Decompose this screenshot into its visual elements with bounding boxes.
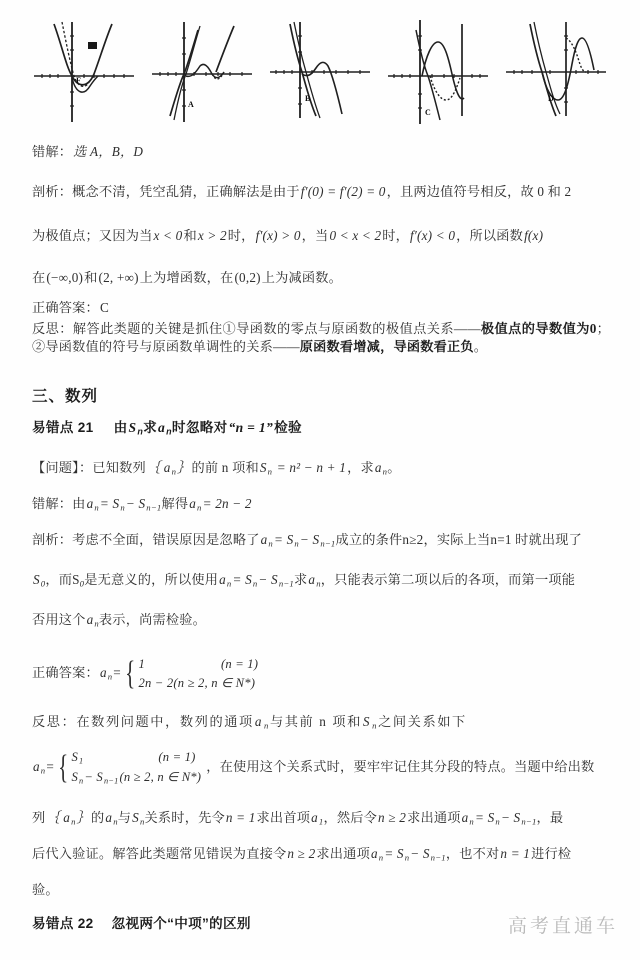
rf-l3-braced-end: ｝ xyxy=(76,810,91,825)
problem-math-2-sub: n xyxy=(382,466,388,477)
derivative-analysis-line-2 xyxy=(32,226,610,246)
rf-formula-lhs-sub: n xyxy=(40,765,46,776)
gcase-1-sub: 1 xyxy=(79,756,84,766)
point-21-b: 求 xyxy=(143,420,158,435)
analysis3-m2: (2, +∞) xyxy=(98,270,139,285)
seq-an-l2-m-sub: 0 xyxy=(40,578,46,589)
gcase-2-sub: n xyxy=(79,776,84,786)
wrong-answer-value: 选 A，B，D xyxy=(73,144,144,159)
point-21-tag: 易错点 21 xyxy=(32,420,94,435)
analysis2-e: 时， xyxy=(382,228,410,243)
seq-wrong-m5: = 2n − 2 xyxy=(202,496,252,511)
problem-braced-sub: n xyxy=(171,466,177,477)
seq-an-l2-c: 求 xyxy=(294,572,308,587)
graph-4-label: C xyxy=(425,108,431,117)
seq-wrong-m2-sub: n xyxy=(120,502,125,513)
seq-an-l1-b: 成立的条件n≥2，实际上当n=1 时就出现了 xyxy=(335,532,583,547)
rf-l3-m4-sub: 1 xyxy=(318,816,324,827)
graph-5-svg xyxy=(504,16,608,126)
rf-l3-m6: a xyxy=(461,810,469,825)
graph-1-mark: F xyxy=(76,76,81,85)
seq-wrong-m4: a xyxy=(189,496,197,511)
seq-an-l1-m-sub: n xyxy=(268,538,273,549)
seq-wrong-m3: − S xyxy=(125,496,146,511)
analysis3-a: 在 xyxy=(32,270,46,285)
rf-l4-m3-sub: n xyxy=(404,852,410,863)
analysis-text-a: 概念不清，凭空乱猜，正确解法是由于 xyxy=(72,184,300,199)
seq-an-l1-m2: = S xyxy=(273,532,294,547)
problem-braced: ｛ a xyxy=(146,460,171,475)
rf-after-formula: ，在使用这个关系式时，要牢牢记住其分段的特点。当题中给出数 xyxy=(206,758,595,774)
seq-analysis-label: 剖析： xyxy=(32,532,73,547)
watermark: 高考直通车 xyxy=(507,916,618,937)
seq-an-l2-m4-sub: n−1 xyxy=(278,578,294,589)
seq-reflection-label: 反思： xyxy=(32,714,77,729)
sequence-analysis-line-1 xyxy=(32,530,610,551)
analysis2-a: 为极值点；又因为当 xyxy=(32,228,153,243)
seq-an-l1-m3: − S xyxy=(299,532,320,547)
reflection-part-2: ；②导函数值的符号与原函数单调性的关系—— xyxy=(32,321,610,354)
seq-rf-l1-m2-sub: n xyxy=(372,720,379,731)
point-21-quote: “n = 1” xyxy=(228,420,274,435)
problem-statement xyxy=(32,458,610,479)
seq-an-l2-m3: = S xyxy=(232,572,252,587)
gcase-2-sub2: n−1 xyxy=(103,776,119,786)
seq-correct-lhs: a xyxy=(99,664,107,680)
rf-l3-c: 与 xyxy=(117,810,132,825)
graph-3-svg xyxy=(268,16,372,126)
derivative-analysis-line-1 xyxy=(32,182,610,202)
point-21-a: 由 xyxy=(113,420,128,435)
seq-an-l2-d: ，只能表示第二项以后的各项，而第一项能 xyxy=(320,572,576,587)
piecewise-answer xyxy=(122,655,259,693)
sequence-reflection-line-4 xyxy=(32,844,610,865)
rf-l3-a: 列 xyxy=(32,810,46,825)
gcase-1: S xyxy=(71,750,79,764)
rf-l3-e: 求出首项 xyxy=(256,810,311,825)
rf-l3-m7-sub: n xyxy=(495,816,500,827)
problem-math-rhs: = n² − n + 1 xyxy=(273,460,347,475)
seq-an-l1-a: 考虑不全面，错误原因是忽略了 xyxy=(72,532,260,547)
analysis-label: 剖析： xyxy=(32,184,73,199)
point-21-c: 时忽略对 xyxy=(171,420,228,435)
rf-l3-m: a xyxy=(105,810,113,825)
case-2-value: 2n − 2(n ≥ 2, n ∈ N*) xyxy=(138,675,256,690)
rf-l4-m4: − S xyxy=(410,846,430,861)
problem-d: 。 xyxy=(387,460,401,475)
derivative-analysis-line-3 xyxy=(32,268,610,288)
seq-an-l2-m2: a xyxy=(219,572,226,587)
seq-an-l2-m4: − S xyxy=(258,572,278,587)
rf-l3-m3: n = 1 xyxy=(225,810,256,825)
analysis2-m3: f′(x) > 0 xyxy=(255,228,301,243)
analysis3-b: 和 xyxy=(84,270,98,285)
reflection-part-3: 。 xyxy=(473,338,488,354)
seq-an-l3-a: 否用这个 xyxy=(32,612,86,627)
point-21-d: 检验 xyxy=(274,420,302,435)
analysis2-m1: x < 0 xyxy=(153,228,183,243)
seq-an-l2-m5-sub: n xyxy=(316,578,321,589)
seq-rf-l1-m-sub: n xyxy=(264,720,270,731)
graph-4-svg xyxy=(386,16,490,126)
problem-braced-end: ｝ xyxy=(177,460,191,475)
seq-an-l3-m: a xyxy=(86,612,94,627)
rf-l3-g: 求出通项 xyxy=(407,810,461,825)
rf-l3-m8: − S xyxy=(500,810,521,825)
rf-l4-a: 后代入验证。解答此类题常见错误为直接令 xyxy=(32,846,287,861)
analysis-text-b: ，且两边值符号相反，故 0 和 2 xyxy=(386,184,572,199)
rf-l3-m5: n ≥ 2 xyxy=(378,810,407,825)
seq-an-l2-m: S xyxy=(33,572,40,587)
seq-rf-l1-b: 与其前 n 项和 xyxy=(269,714,362,729)
figure-strip xyxy=(32,16,608,128)
left-brace-icon-2: { xyxy=(58,749,69,787)
section-title-sequences: 三、数列 xyxy=(32,388,99,405)
seq-wrong-label: 错解： xyxy=(32,496,73,511)
rf-l4-b: 求出通项 xyxy=(316,846,370,861)
graph-figure-5 xyxy=(504,16,608,126)
problem-math: S xyxy=(259,460,267,475)
analysis3-c: 上为增函数，在 xyxy=(139,270,234,285)
derivative-correct-answer-line xyxy=(32,298,610,318)
graph-figure-3 xyxy=(268,16,372,126)
point-21-m2: a xyxy=(158,420,166,435)
rf-l3-m-sub: n xyxy=(113,816,118,827)
point-22-heading xyxy=(32,912,251,932)
problem-math-2: a xyxy=(374,460,382,475)
seq-rf-l1-c: 之间关系如下 xyxy=(378,714,467,729)
rf-formula-lhs: a xyxy=(33,758,40,774)
seq-an-l2-m3-sub: n xyxy=(252,578,258,589)
reflection-bold-1: 极值点的导数值为0 xyxy=(480,321,597,336)
rf-l3-m2-sub: n xyxy=(139,816,145,827)
seq-an-l2-a: ，而S xyxy=(45,572,80,587)
piecewise-cases xyxy=(137,655,259,693)
left-brace-icon: { xyxy=(125,655,136,693)
seq-wrong-m3-sub: n−1 xyxy=(146,502,162,513)
rf-l4-c: ，也不对 xyxy=(445,846,500,861)
analysis3-m3: (0,2) xyxy=(234,270,261,285)
analysis2-b: 和 xyxy=(183,228,197,243)
analysis3-m1: (−∞,0) xyxy=(46,270,84,285)
seq-wrong-a: 由 xyxy=(72,496,86,511)
point-21-m1-sub: n xyxy=(137,426,144,437)
seq-wrong-m2: = S xyxy=(99,496,120,511)
rf-l3-m6-sub: n xyxy=(469,816,474,827)
graph-1-svg xyxy=(32,16,136,126)
graph-2-svg xyxy=(150,16,254,126)
rf-l3-braced-sub: n xyxy=(71,816,76,827)
rf-l3-m4: a xyxy=(311,810,318,825)
piecewise-general-cases xyxy=(71,748,203,788)
rf-l3-m7: = S xyxy=(474,810,495,825)
sequence-analysis-line-3 xyxy=(32,610,610,631)
piecewise-general xyxy=(55,748,202,788)
problem-b: 的前 n 项和 xyxy=(191,460,259,475)
point-22-tag: 易错点 22 xyxy=(32,916,94,931)
problem-math-sub: n xyxy=(267,466,273,477)
rf-l4-m: n ≥ 2 xyxy=(287,846,316,861)
seq-wrong-m1: a xyxy=(86,496,94,511)
correct-answer-label: 正确答案： xyxy=(32,300,99,315)
graph-figure-1 xyxy=(32,16,136,126)
gcase-2: S xyxy=(71,769,79,784)
point-21-m2-sub: n xyxy=(166,426,172,437)
seq-an-l1-m: a xyxy=(260,532,268,547)
seq-an-l1-m3-sub: n−1 xyxy=(320,538,336,549)
correct-answer-value: C xyxy=(99,300,109,315)
analysis2-m2: x > 2 xyxy=(197,228,227,243)
sequence-analysis-line-2 xyxy=(32,570,610,591)
rf-l4-m2: a xyxy=(370,846,378,861)
rf-l3-m8-sub: n−1 xyxy=(521,816,537,827)
analysis2-f: ，所以函数 xyxy=(456,228,524,243)
rf-l4-d: 进行检 xyxy=(531,846,572,861)
analysis-math-1: f′(0) = f′(2) = 0 xyxy=(300,184,386,199)
seq-an-l2-m5: a xyxy=(308,572,316,587)
seq-an-l3-m-sub: n xyxy=(94,618,99,629)
analysis2-d: ，当 xyxy=(301,228,329,243)
sequence-reflection-formula-line xyxy=(32,748,610,788)
sequence-reflection-line-1 xyxy=(32,712,610,733)
reflection-label: 反思： xyxy=(32,321,73,336)
graph-5-label: D xyxy=(548,94,554,103)
rf-formula-eq: = xyxy=(46,758,54,774)
rf-l4-m2-sub: n xyxy=(378,852,384,863)
problem-a: ：已知数列 xyxy=(78,460,146,475)
analysis2-m4: 0 < x < 2 xyxy=(329,228,382,243)
seq-correct-lhs-sub: n xyxy=(107,671,113,682)
sequence-reflection-line-5: 验。 xyxy=(32,882,59,897)
rf-l3-d: 关系时，先令 xyxy=(144,810,225,825)
point-22-title: 忽视两个“中项”的区别 xyxy=(111,916,251,931)
rf-l3-f: ，然后令 xyxy=(323,810,378,825)
seq-correct-eq: = xyxy=(113,664,121,680)
rf-l4-m3: = S xyxy=(384,846,404,861)
derivative-reflection xyxy=(32,320,610,356)
derivative-wrong-answer-line xyxy=(32,142,610,162)
seq-wrong-m4-sub: n xyxy=(197,502,202,513)
gcase-2-b: − S xyxy=(84,769,103,784)
analysis2-m6: f(x) xyxy=(524,228,544,243)
analysis3-d: 上为减函数。 xyxy=(261,270,343,285)
analysis2-c: 时， xyxy=(227,228,255,243)
reflection-bold-2: 原函数看增减，导函数看正负 xyxy=(299,338,474,354)
graph-figure-2 xyxy=(150,16,254,126)
rf-l4-m4-sub: n−1 xyxy=(430,852,446,863)
reflection-part-1: 解答此类题的关键是抓住①导函数的零点与原函数的极值点关系—— xyxy=(72,321,481,336)
case-1-condition: (n = 1) xyxy=(220,657,259,671)
point-21-heading xyxy=(32,416,302,437)
case-1-value: 1 xyxy=(138,657,145,671)
seq-an-l1-m2-sub: n xyxy=(294,538,299,549)
rf-l3-h: ，最 xyxy=(536,810,564,825)
gcase-2-cond: (n ≥ 2, n ∈ N*) xyxy=(119,769,202,784)
sequence-reflection-line-3 xyxy=(32,808,610,829)
seq-an-l2-m2-sub: n xyxy=(226,578,232,589)
rf-l4-m5: n = 1 xyxy=(500,846,531,861)
graph-figure-4 xyxy=(386,16,490,126)
seq-wrong-m1-sub: n xyxy=(94,502,99,513)
analysis2-m5: f′(x) < 0 xyxy=(410,228,456,243)
seq-correct-label: 正确答案： xyxy=(32,664,99,680)
rf-l3-m2: S xyxy=(132,810,139,825)
gcase-1-cond: (n = 1) xyxy=(158,750,196,764)
sequence-correct-answer xyxy=(32,655,610,693)
sequence-wrong-answer xyxy=(32,494,610,515)
seq-rf-l1-m: a xyxy=(254,714,264,729)
seq-an-l2-b: 是无意义的，所以使用 xyxy=(84,572,219,587)
graph-3-label: B xyxy=(305,94,311,103)
seq-wrong-b: 解得 xyxy=(161,496,189,511)
rf-l3-braced: ｛ a xyxy=(46,810,71,825)
wrong-answer-label: 错解： xyxy=(32,144,73,159)
problem-label: 【问题】 xyxy=(32,460,79,475)
seq-rf-l1-m2: S xyxy=(362,714,372,729)
seq-an-l3-b: 表示，尚需检验。 xyxy=(98,612,207,627)
point-21-m1: S xyxy=(128,420,137,435)
rf-l3-b: 的 xyxy=(91,810,105,825)
seq-an-l2-a-sub: 0 xyxy=(79,578,85,589)
graph-2-label: A xyxy=(188,100,194,109)
problem-c: ，求 xyxy=(347,460,374,475)
seq-rf-l1-a: 在数列问题中，数列的通项 xyxy=(76,714,254,729)
